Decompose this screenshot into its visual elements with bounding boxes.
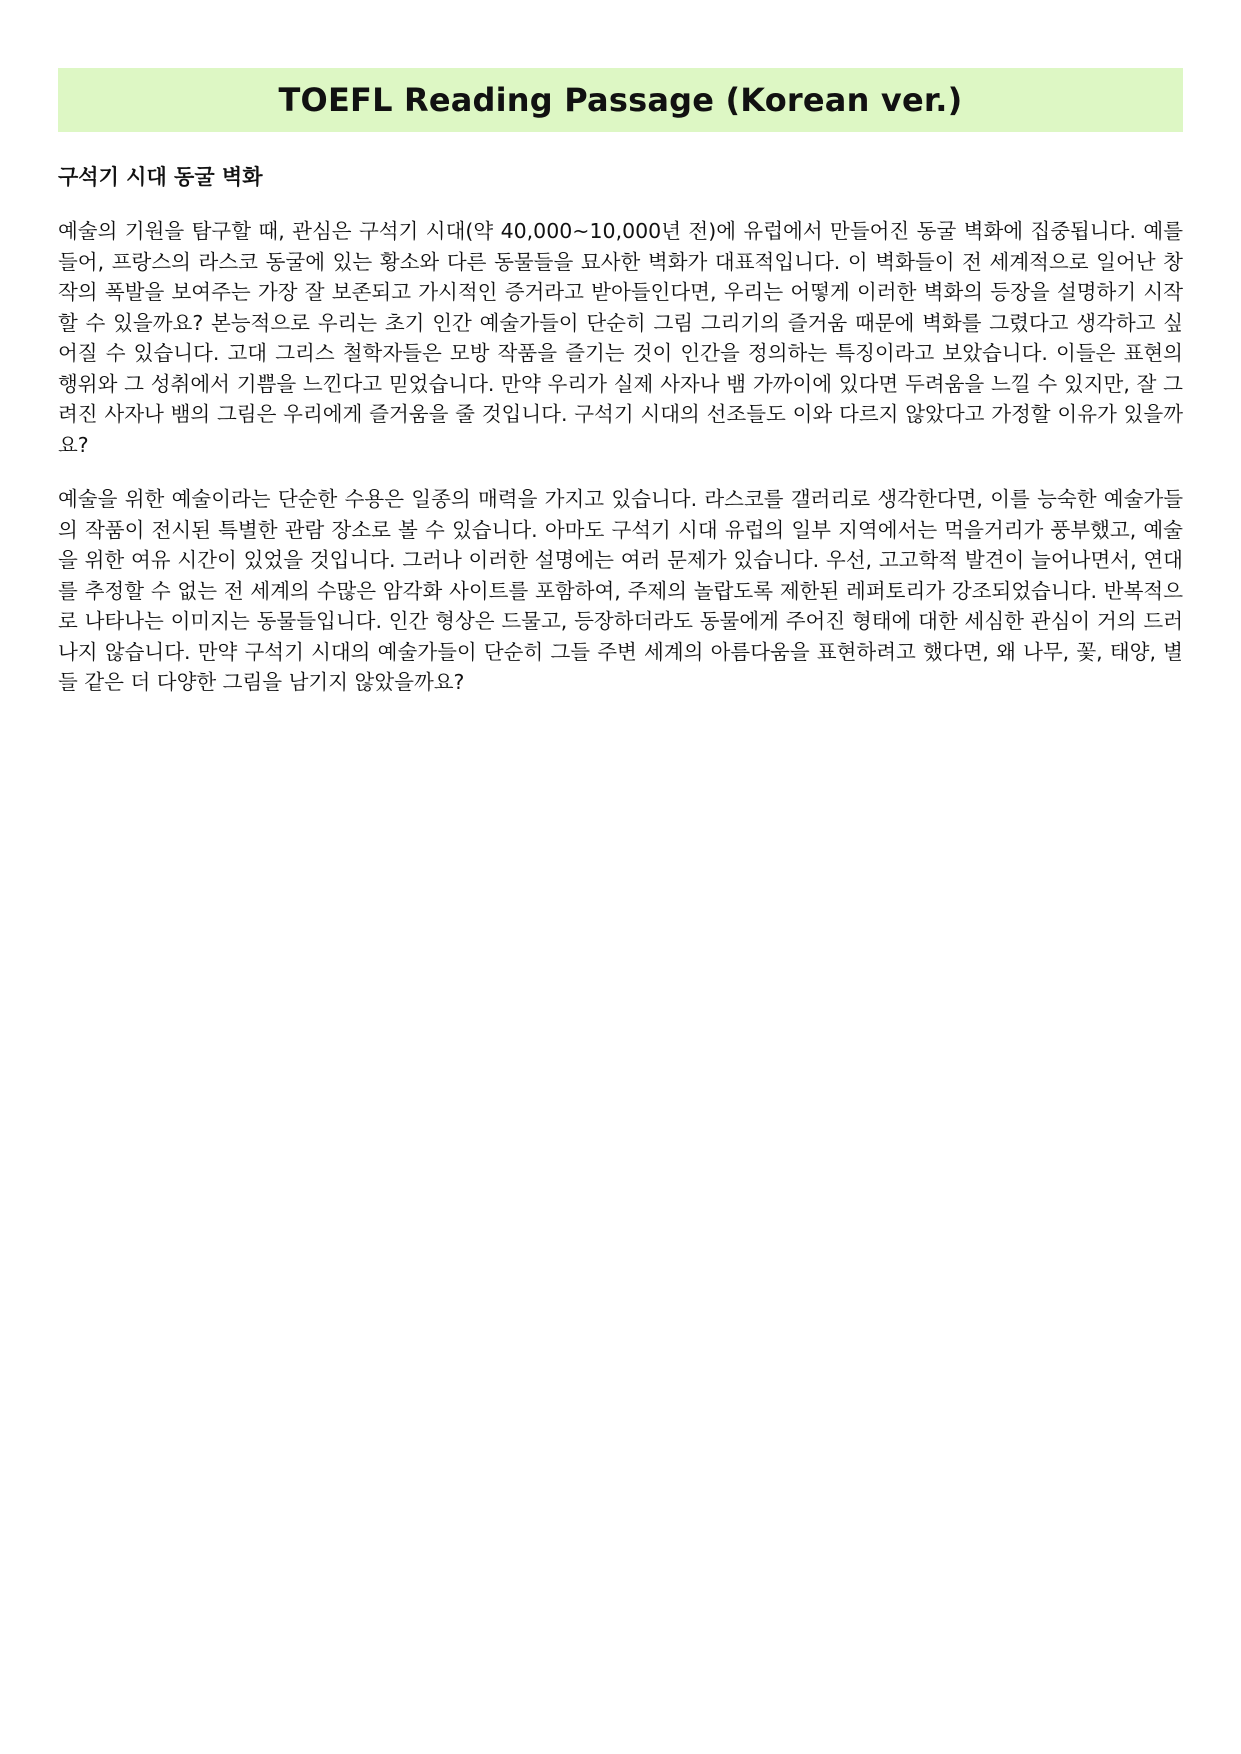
title-banner [58, 68, 1183, 132]
document-title: TOEFL Reading Passage (Korean ver.) [278, 81, 963, 119]
paragraph-2: 예술을 위한 예술이라는 단순한 수용은 일종의 매력을 가지고 있습니다. 라스코를 갤러리로 생각한다면, 이를 능숙한 예술가들의 작품이 전시된 특별한 관람 장소로 볼 수 있습니다. 아마도 구석기 시대 유럽의 일부 지역에서는 먹을거리가 풍부했고, 예술을 위한 여유 시간이 있었을 것입니다. 그러나 이러한 설명에는 여러 문제가 있습니다. 우선, 고고학적 발견이 늘어나면서, 연대를 추정할 수 없는 전 세계의 수많은 암각화 사이트를 포함하여, 주제의 놀랍도록 제한된 레퍼토리가 강조되었습니다. 반복적으로 나타나는 이미지는 동물들입니다. 인간 형상은 드물고, 등장하더라도 동물에게 주어진 형태에 대한 세심한 관심이 거의 드러나지 않습니다. 만약 구석기 시대의 예술가들이 단순히 그들 주변 세계의 아름다움을 표현하려고 했다면, 왜 나무, 꽃, 태양, 별들 같은 더 다양한 그림을 남기지 않았을까요? [58, 487, 1183, 694]
paragraph-1: 예술의 기원을 탐구할 때, 관심은 구석기 시대(약 40,000~10,000년 전)에 유럽에서 만들어진 동굴 벽화에 집중됩니다. 예를 들어, 프랑스의 라스코 동굴에 있는 황소와 다른 동물들을 묘사한 벽화가 대표적입니다. 이 벽화들이 전 세계적으로 일어난 창작의 폭발을 보여주는 가장 잘 보존되고 가시적인 증거라고 받아들인다면, 우리는 어떻게 이러한 벽화의 등장을 설명하기 시작할 수 있을까요? 본능적으로 우리는 초기 인간 예술가들이 단순히 그림 그리기의 즐거움 때문에 벽화를 그렸다고 생각하고 싶어질 수 있습니다. 고대 그리스 철학자들은 모방 작품을 즐기는 것이 인간을 정의하는 특징이라고 보았습니다. 이들은 표현의 행위와 그 성취에서 기쁨을 느낀다고 믿었습니다. 만약 우리가 실제 사자나 뱀 가까이에 있다면 두려움을 느낄 수 있지만, 잘 그려진 사자나 뱀의 그림은 우리에게 즐거움을 줄 것입니다. 구석기 시대의 선조들도 이와 다르지 않았다고 가정할 이유가 있을까요? [58, 219, 1183, 457]
section-heading: 구석기 시대 동굴 벽화 [58, 165, 263, 189]
